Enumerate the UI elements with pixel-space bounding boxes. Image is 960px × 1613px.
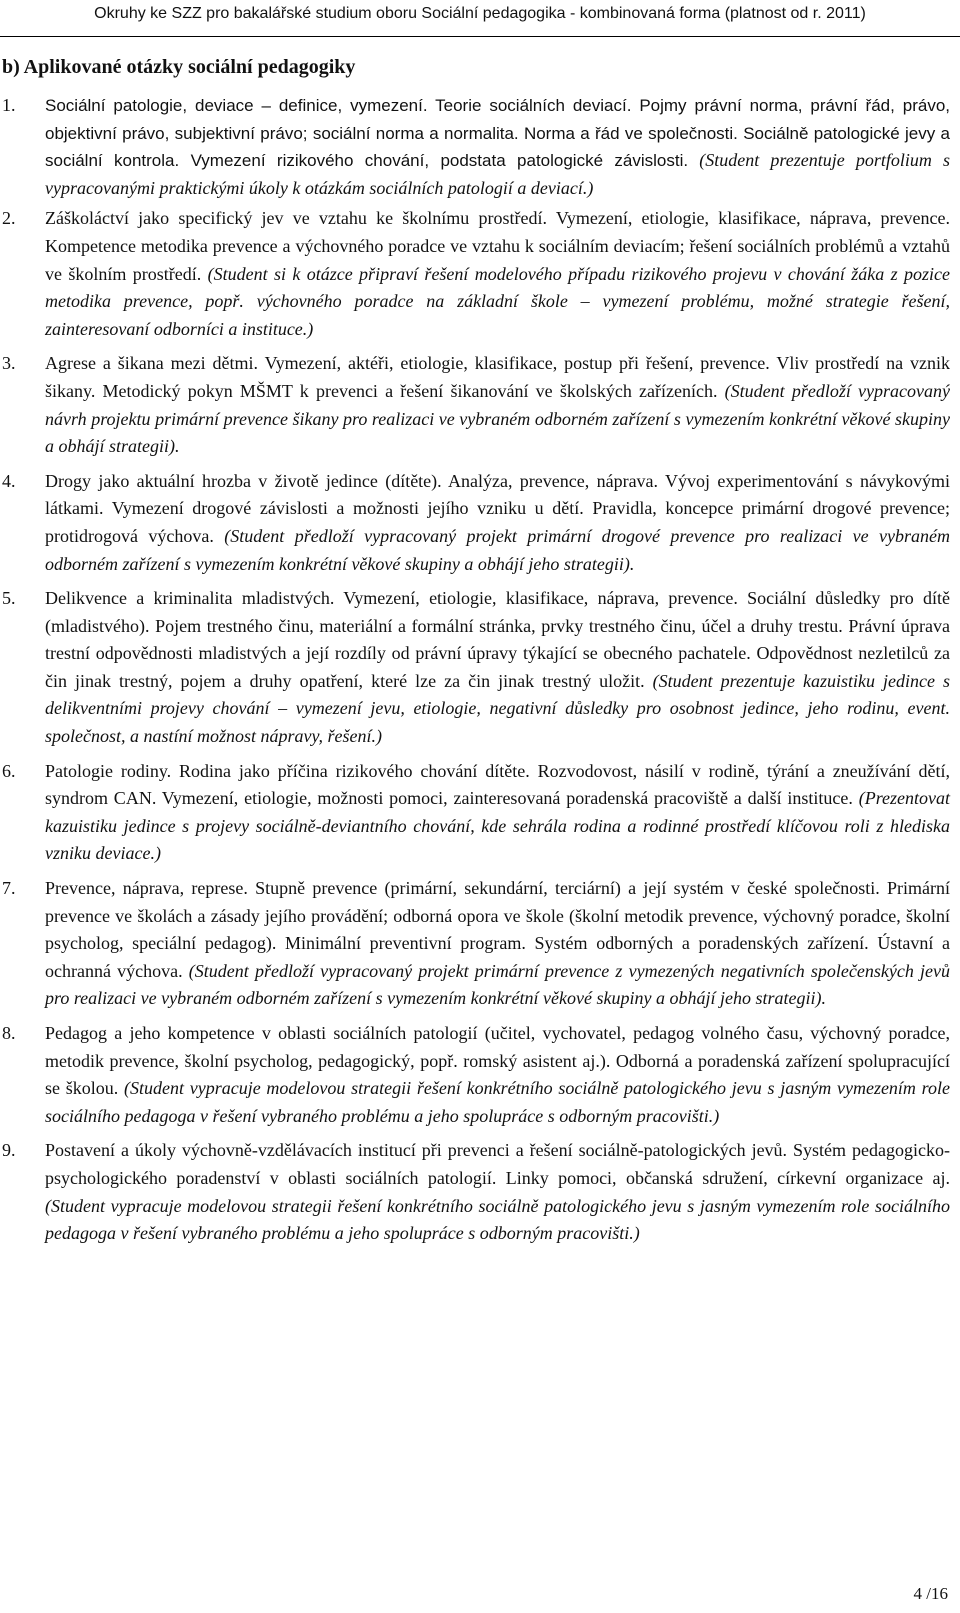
item-text: Patologie rodiny. Rodina jako příčina rizikového chování dítěte. Rozvodovost, násilí v rodině, týrání a zneužívání dětí, syndrom CAN. Vymezení, etiologie, možnosti pomoci, zainteresovaná poradenská pracoviště a další instituce. xyxy=(45,760,950,809)
item-text-continued: Norma a řád ve společnosti. Sociálně patologické jevy a sociální kontrola. Vymezení rizikového chování, podstata patologické závislosti. xyxy=(45,123,951,171)
item-number: 9. xyxy=(2,1140,16,1161)
item-note: (Student předloží vypracovaný návrh projektu primární prevence šikany pro realizaci ve vybraném odborném zařízení s vymezením konkrétní věkové skupiny a obhájí strategii). xyxy=(45,380,951,457)
list-item xyxy=(0,350,950,460)
item-number: 5. xyxy=(2,588,16,609)
list-item xyxy=(0,92,950,202)
item-text: Delikvence a kriminalita mladistvých. Vymezení, etiologie, klasifikace, náprava, prevence. Sociální důsledky pro dítě (mladistvého). Pojem trestného činu, materiální a formální stránka, prvky trestného činu, účel a druhy trestu. Právní úprava trestní odpovědnosti mladistvých a její rozdíly od právní úpravy týkající se obecného pachatele. Odpovědnost nezletilců za čin jinak trestný, pojem a druhy opatření, které lze za čin jinak trestný uložit. xyxy=(45,588,950,691)
item-number: 8. xyxy=(2,1023,16,1043)
item-note: (Student vypracuje modelovou strategii řešení konkrétního sociálně patologického jevu s jasným vymezením role sociálního pedagoga v řešení vybraného problému a jeho spolupráce s odborným pracovišti.) xyxy=(45,1078,951,1126)
item-number: 4. xyxy=(2,470,16,491)
item-note: (Student prezentuje kazuistiku jedince s delikventními projevy chování – vymezení jevu, etiologie, negativní důsledky pro osobnost jedince, jeho rodinu, event. společnost, a nastíní možnost nápravy, řešení.) xyxy=(45,670,951,747)
item-number: 1. xyxy=(2,95,16,115)
item-note: (Student si k otázce připraví řešení modelového případu rizikového projevu v chování žáka z pozice metodika prevence, popř. výchovného poradce na základní škole – vymezení problému, možné strategie řešení, zainteresovaní odborníci a instituce.) xyxy=(45,263,950,339)
item-note: (Student předloží vypracovaný projekt primární drogové prevence pro realizaci ve vybraném odborném zařízení s vymezením konkrétní věkové skupiny a obhájí jeho strategii). xyxy=(45,525,950,574)
item-number: 7. xyxy=(2,878,16,899)
item-note: (Student prezentuje portfolium s vypracovanými praktickými úkoly k otázkám sociálních patologií a deviací.) xyxy=(45,150,950,198)
list-item xyxy=(0,1137,950,1247)
list-item xyxy=(0,1020,950,1130)
item-note: (Student předloží vypracovaný projekt primární prevence z vymezených negativních společenských jevů pro realizaci ve vybraném odborném zařízení s vymezením konkrétní věkové skupiny a obhájí jeho strategii). xyxy=(45,960,950,1009)
item-number: 6. xyxy=(2,760,16,781)
item-text: Pedagog a jeho kompetence v oblasti sociálních patologií (učitel, vychovatel, pedagog volného času, výchovný poradce, metodik prevence, školní psycholog, pedagogický, popř. romský asistent aj.). Odborná a poradenská zařízení spolupracující se školou. xyxy=(45,1023,950,1099)
item-text: Agrese a šikana mezi dětmi. Vymezení, aktéři, etiologie, klasifikace, postup při řešení, prevence. Vliv prostředí na vznik šikany. Metodický pokyn MŠMT k prevenci a řešení šikanování ve školských zařízeních. xyxy=(45,353,950,401)
item-number: 3. xyxy=(2,353,16,374)
list-item xyxy=(0,585,950,751)
section-heading: b) Aplikované otázky sociální pedagogiky xyxy=(2,56,356,78)
question-list xyxy=(0,92,950,1255)
page-number: 4 /16 xyxy=(913,1584,948,1603)
item-note: (Student vypracuje modelovou strategii řešení konkrétního sociálně patologického jevu s jasným vymezením role sociálního pedagoga v řešení vybraného problému a jeho spolupráce s odborným pracovišti.) xyxy=(45,1195,950,1244)
page-header-title: Okruhy ke SZZ pro bakalářské studium oboru Sociální pedagogika - kombinovaná forma (platnost od r. 2011) xyxy=(94,5,866,22)
list-item xyxy=(0,758,950,868)
item-text: Prevence, náprava, represe. Stupně prevence (primární, sekundární, terciární) a její systém v české společnosti. Primární prevence ve školách a zásady jejího provádění; odborná opora ve škole (školní metodik prevence, výchovný poradce, školní psycholog, speciální pedagog). Minimální preventivní program. Systém odborných a poradenských zařízení. Ústavní a ochranná výchova. xyxy=(45,878,950,981)
list-item xyxy=(0,875,950,1013)
item-text: Záškoláctví jako specifický jev ve vztahu ke školnímu prostředí. Vymezení, etiologie, klasifikace, náprava, prevence. Kompetence metodika prevence a výchovného poradce ve vztahu k sociálním deviacím; řešení sociálních problémů a vztahů ve školním prostředí. xyxy=(45,208,950,284)
item-number: 2. xyxy=(2,208,16,229)
list-item xyxy=(0,468,950,578)
page-header xyxy=(0,0,960,37)
item-text: Sociální patologie, deviace – definice, vymezení. Teorie sociálních deviací. Pojmy právní norma, právní řád, právo, objektivní právo, subjektivní právo; sociální norma a normalita. xyxy=(45,96,950,143)
list-item xyxy=(0,205,950,343)
item-note: (Prezentovat kazuistiku jedince s projevy sociálně-deviantního chování, kde sehrála rodina a rodinné prostředí klíčovou roli z hlediska vzniku deviace.) xyxy=(45,788,951,864)
item-text: Postavení a úkoly výchovně-vzdělávacích institucí při prevenci a řešení sociálně-patologických jevů. Systém pedagogicko-psychologického poradenství v oblasti sociálních patologií. Linky pomoci, občanská sdružení, církevní organizace aj. xyxy=(45,1140,950,1188)
item-text: Drogy jako aktuální hrozba v životě jedince (dítěte). Analýza, prevence, náprava. Vývoj experimentování s návykovými látkami. Vymezení drogové závislosti a možnosti jejího vzniku u dětí. Pravidla, koncepce primární drogové prevence; protidrogová výchova. xyxy=(45,470,950,546)
